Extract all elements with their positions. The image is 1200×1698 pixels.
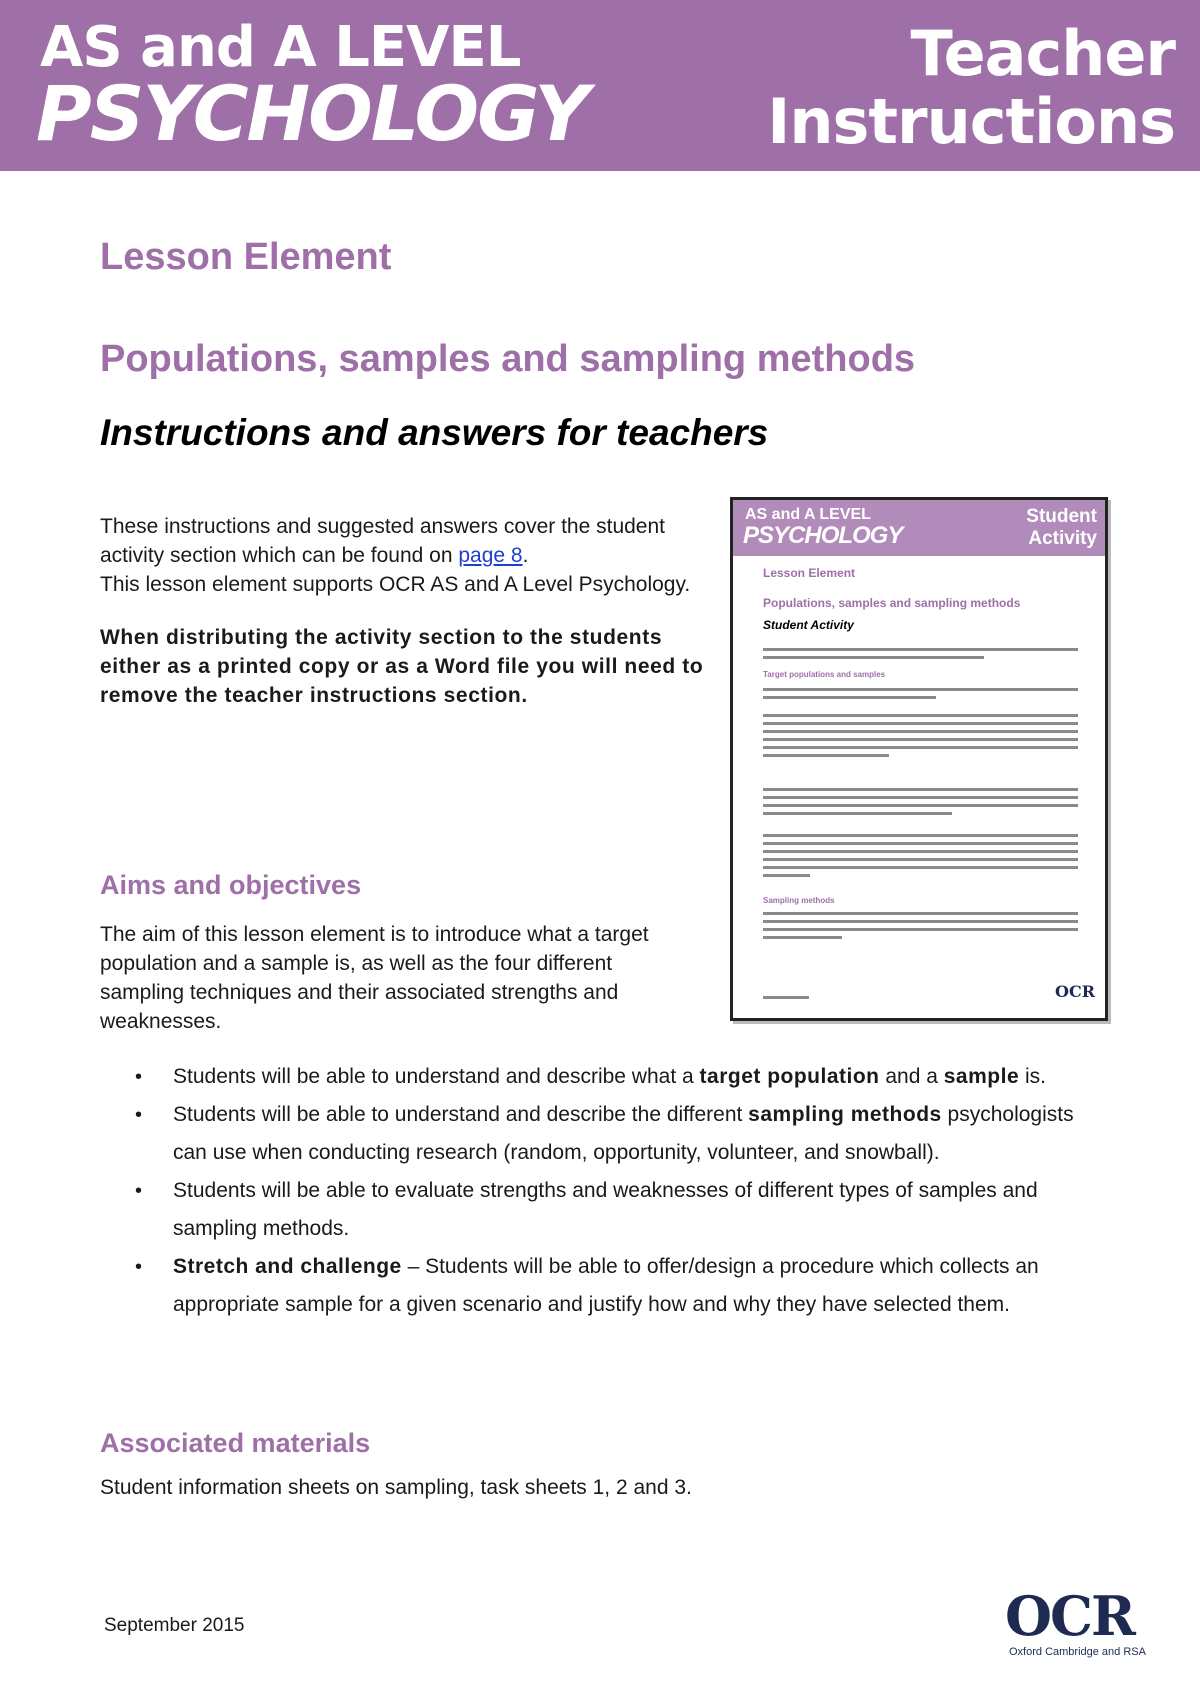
objective-term: Stretch and challenge	[173, 1255, 402, 1278]
objective-term: sample	[943, 1065, 1020, 1088]
document-type	[767, 17, 1175, 158]
intro-text-end: .	[522, 544, 529, 567]
ocr-logo-mark: OCR	[1005, 1584, 1134, 1648]
page-8-link[interactable]: page 8	[458, 544, 523, 567]
thumbnail-subject-level: AS and A LEVEL	[745, 506, 871, 523]
page-subtitle: Instructions and answers for teachers	[100, 412, 769, 453]
thumbnail-doc-type-line1: Student	[1026, 506, 1097, 527]
thumbnail-text-block	[763, 648, 1078, 664]
thumbnail-date	[763, 996, 809, 999]
list-item	[100, 1248, 1090, 1324]
document-type-line1: Teacher	[910, 17, 1175, 90]
intro-text: These instructions and suggested answers cover the student activity section which can be found on	[100, 515, 665, 567]
objective-term: target population	[699, 1065, 880, 1088]
objective-text: psychologists can use when conducting research (random, opportunity, volunteer, and snowball).	[173, 1103, 1074, 1164]
objective-text: Students will be able to evaluate strengths and weaknesses of different types of samples and sampling methods.	[173, 1179, 1038, 1240]
thumbnail-ocr-logo: OCR	[1055, 982, 1095, 1001]
objective-term: sampling methods	[748, 1103, 942, 1126]
materials-paragraph: Student information sheets on sampling, task sheets 1, 2 and 3.	[100, 1476, 692, 1499]
objective-text: and a	[879, 1065, 944, 1088]
thumbnail-subject-name: PSYCHOLOGY	[743, 522, 903, 549]
intro-paragraph	[100, 512, 710, 570]
thumbnail-topic-title: Populations, samples and sampling methods	[763, 596, 1021, 610]
objectives-list	[100, 1058, 1090, 1324]
thumbnail-heading: Target populations and samples	[763, 670, 886, 679]
student-activity-thumbnail	[730, 497, 1108, 1021]
support-paragraph: This lesson element supports OCR AS and A Level Psychology.	[100, 573, 691, 596]
list-item	[100, 1096, 1090, 1172]
list-item	[100, 1172, 1090, 1248]
objective-text: Students will be able to understand and describe what a	[173, 1065, 700, 1088]
subject-name: PSYCHOLOGY	[36, 69, 588, 158]
thumbnail-activity-label: Student Activity	[763, 618, 854, 632]
ocr-logo-tagline: Oxford Cambridge and RSA	[1009, 1646, 1146, 1658]
intro-section	[100, 512, 710, 710]
lesson-element-label: Lesson Element	[100, 236, 392, 278]
thumbnail-doc-type-line2: Activity	[1028, 528, 1097, 549]
distribution-note: When distributing the activity section to the students either as a printed copy or as a Word file you will need to remove the teacher instructions section.	[100, 626, 704, 707]
objective-text: Students will be able to understand and describe the different	[173, 1103, 749, 1126]
header-banner	[0, 0, 1200, 171]
materials-heading: Associated materials	[100, 1428, 371, 1458]
thumbnail-lesson-element: Lesson Element	[763, 566, 856, 580]
thumbnail-text-block	[763, 912, 1078, 944]
objective-text: is.	[1019, 1065, 1046, 1088]
thumbnail-banner	[733, 500, 1105, 556]
page-title: Populations, samples and sampling methods	[100, 338, 916, 380]
thumbnail-doc-type	[1026, 506, 1097, 550]
thumbnail-heading: Sampling methods	[763, 896, 835, 905]
aims-heading: Aims and objectives	[100, 870, 362, 900]
ocr-logo	[1005, 1584, 1165, 1660]
list-item	[100, 1058, 1090, 1096]
objective-text: – Students will be able to offer/design a procedure which collects an appropriate sample for a given scenario and justify how and why they have selected them.	[173, 1255, 1039, 1316]
thumbnail-text-block	[763, 714, 1078, 762]
document-type-line2: Instructions	[767, 85, 1175, 158]
aims-paragraph: The aim of this lesson element is to introduce what a target population and a sample is, as well as the four different sampling techniques and their associated strengths and weaknesses.	[100, 923, 649, 1033]
thumbnail-text-block	[763, 788, 1078, 820]
thumbnail-text-block	[763, 834, 1078, 882]
subject-level: AS and A LEVEL	[40, 15, 521, 80]
footer-date: September 2015	[104, 1615, 245, 1636]
thumbnail-text-block	[763, 688, 1078, 704]
